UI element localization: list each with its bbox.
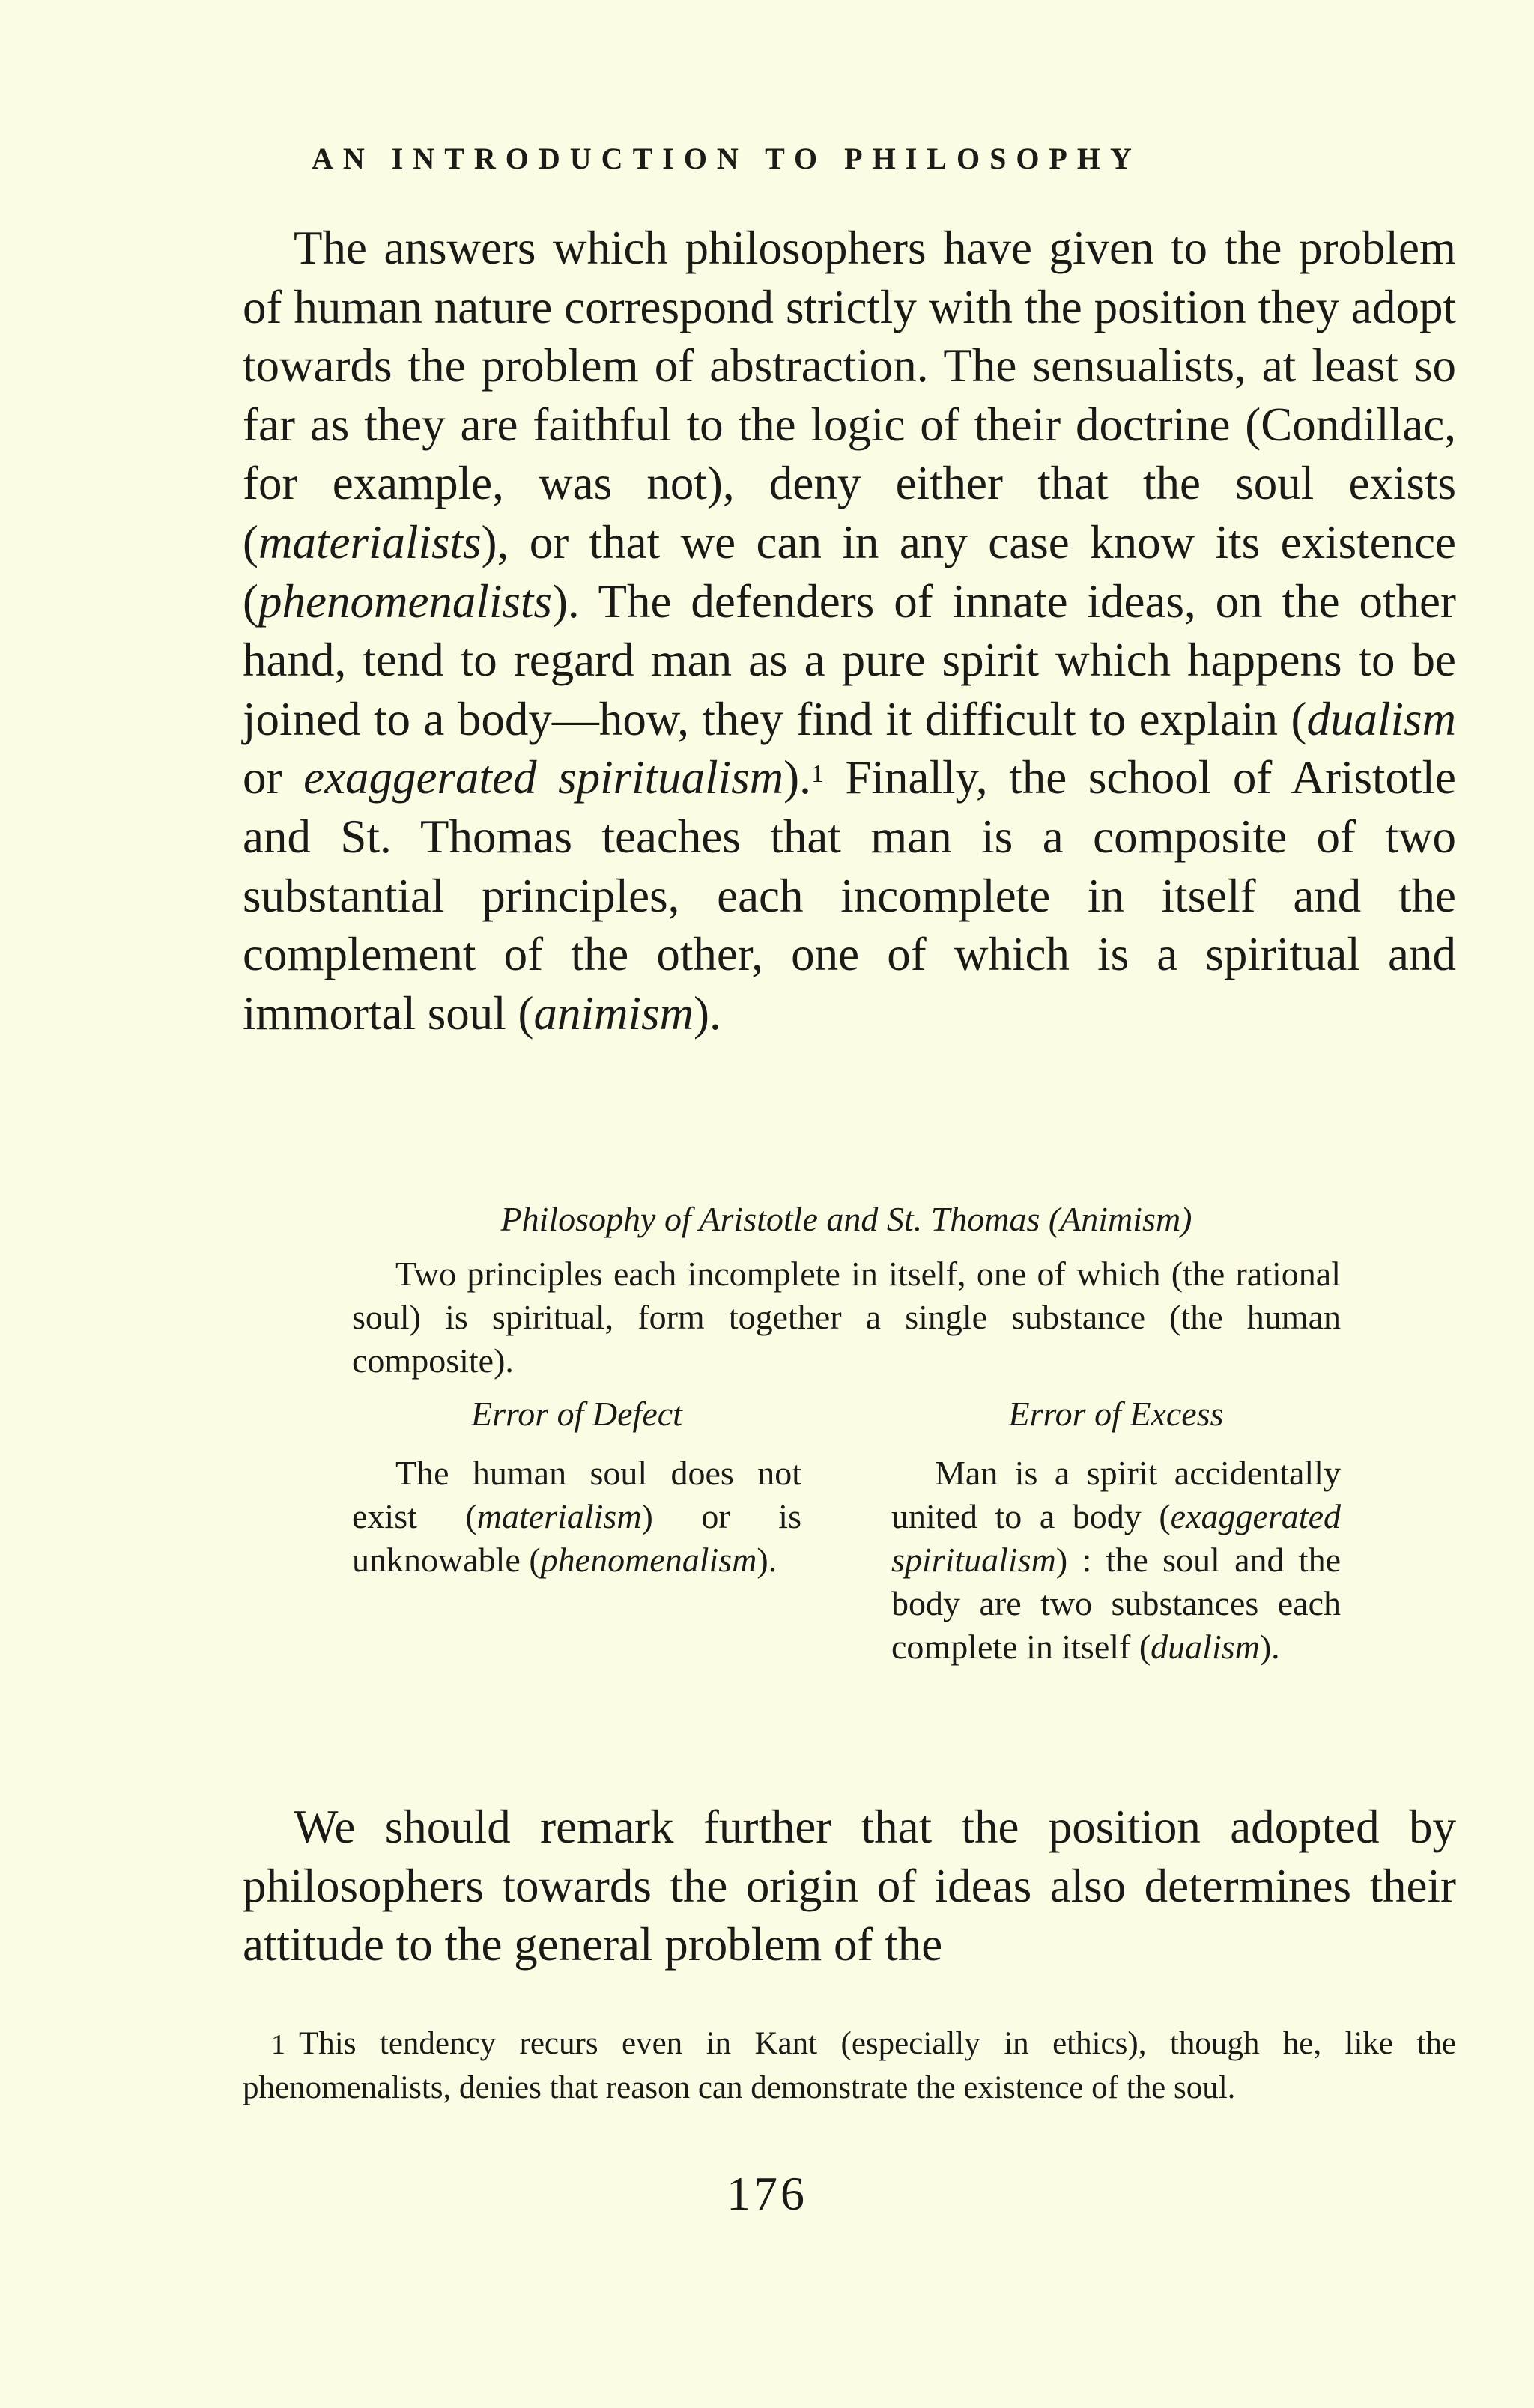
error-of-defect-heading: Error of Defect — [471, 1395, 682, 1433]
paragraph-human-nature: The answers which philosophers have given to the problem of human nature correspond strictly with the position they adopt towards the problem of abstraction. The sensualists, at least so far as they are faithful to the logic of their doctrine (Condillac, for example, was not), deny either that the soul exists (materialists), or that we can in any case know its existence (phenomenalists). The defenders of innate ideas, on the other hand, tend to regard man as a pure spirit which happens to be joined to a body—how, they find it difficult to explain (dualism or exaggerated spiritualism).$^1$ Finally, the school of Aristotle and St. Thomas teaches that man is a composite of two substantial principles, each incomplete in itself and the complement of the other, one of which is a spiritual and immortal soul (animism). — [243, 222, 1457, 1040]
term-exaggerated-spiritualism: exaggerated spiritualism — [303, 751, 784, 804]
error-of-defect-column — [352, 1393, 801, 1669]
footnote-text: This tendency recurs even in Kant (especially in ethics), though he, like the phenomenalists, denies that reason can demonstrate the existence of the soul. — [243, 2026, 1456, 2105]
footnote-reference: 1 — [810, 760, 824, 789]
error-columns — [352, 1393, 1341, 1669]
error-of-excess-heading: Error of Excess — [1008, 1395, 1224, 1433]
box-title: Philosophy of Aristotle and St. Thomas (Animism) — [500, 1200, 1192, 1238]
footnote-mark: 1 — [271, 2029, 285, 2060]
page-number: 176 — [727, 2167, 807, 2220]
running-head: AN INTRODUCTION TO PHILOSOPHY — [312, 142, 1142, 175]
paragraph-origin-of-ideas: We should remark further that the position adopted by philosophers towards the origin of ideas also determines their attitude to the general problem of the — [243, 1801, 1456, 1971]
term-phenomenalists: phenomenalists — [258, 574, 552, 628]
term-animism: animism — [533, 986, 694, 1040]
term-materialists: materialists — [258, 515, 482, 568]
error-of-excess-text: Man is a spirit accidentally united to a body (exaggerated spiritualism) : the soul and the body are two substances each complete in itself (dualism). — [891, 1454, 1341, 1666]
error-of-excess-column — [891, 1393, 1341, 1669]
error-of-defect-text: The human soul does not exist (materialism) or is unknowable (phenomenalism). — [352, 1454, 801, 1579]
footnote — [243, 2022, 1456, 2109]
doctrine-summary-box — [352, 1198, 1341, 1669]
term-dualism: dualism — [1306, 692, 1456, 745]
box-description: Two principles each incomplete in itself, one of which (the rational soul) is spiritual, form together a single substance (the human composite). — [352, 1255, 1341, 1380]
